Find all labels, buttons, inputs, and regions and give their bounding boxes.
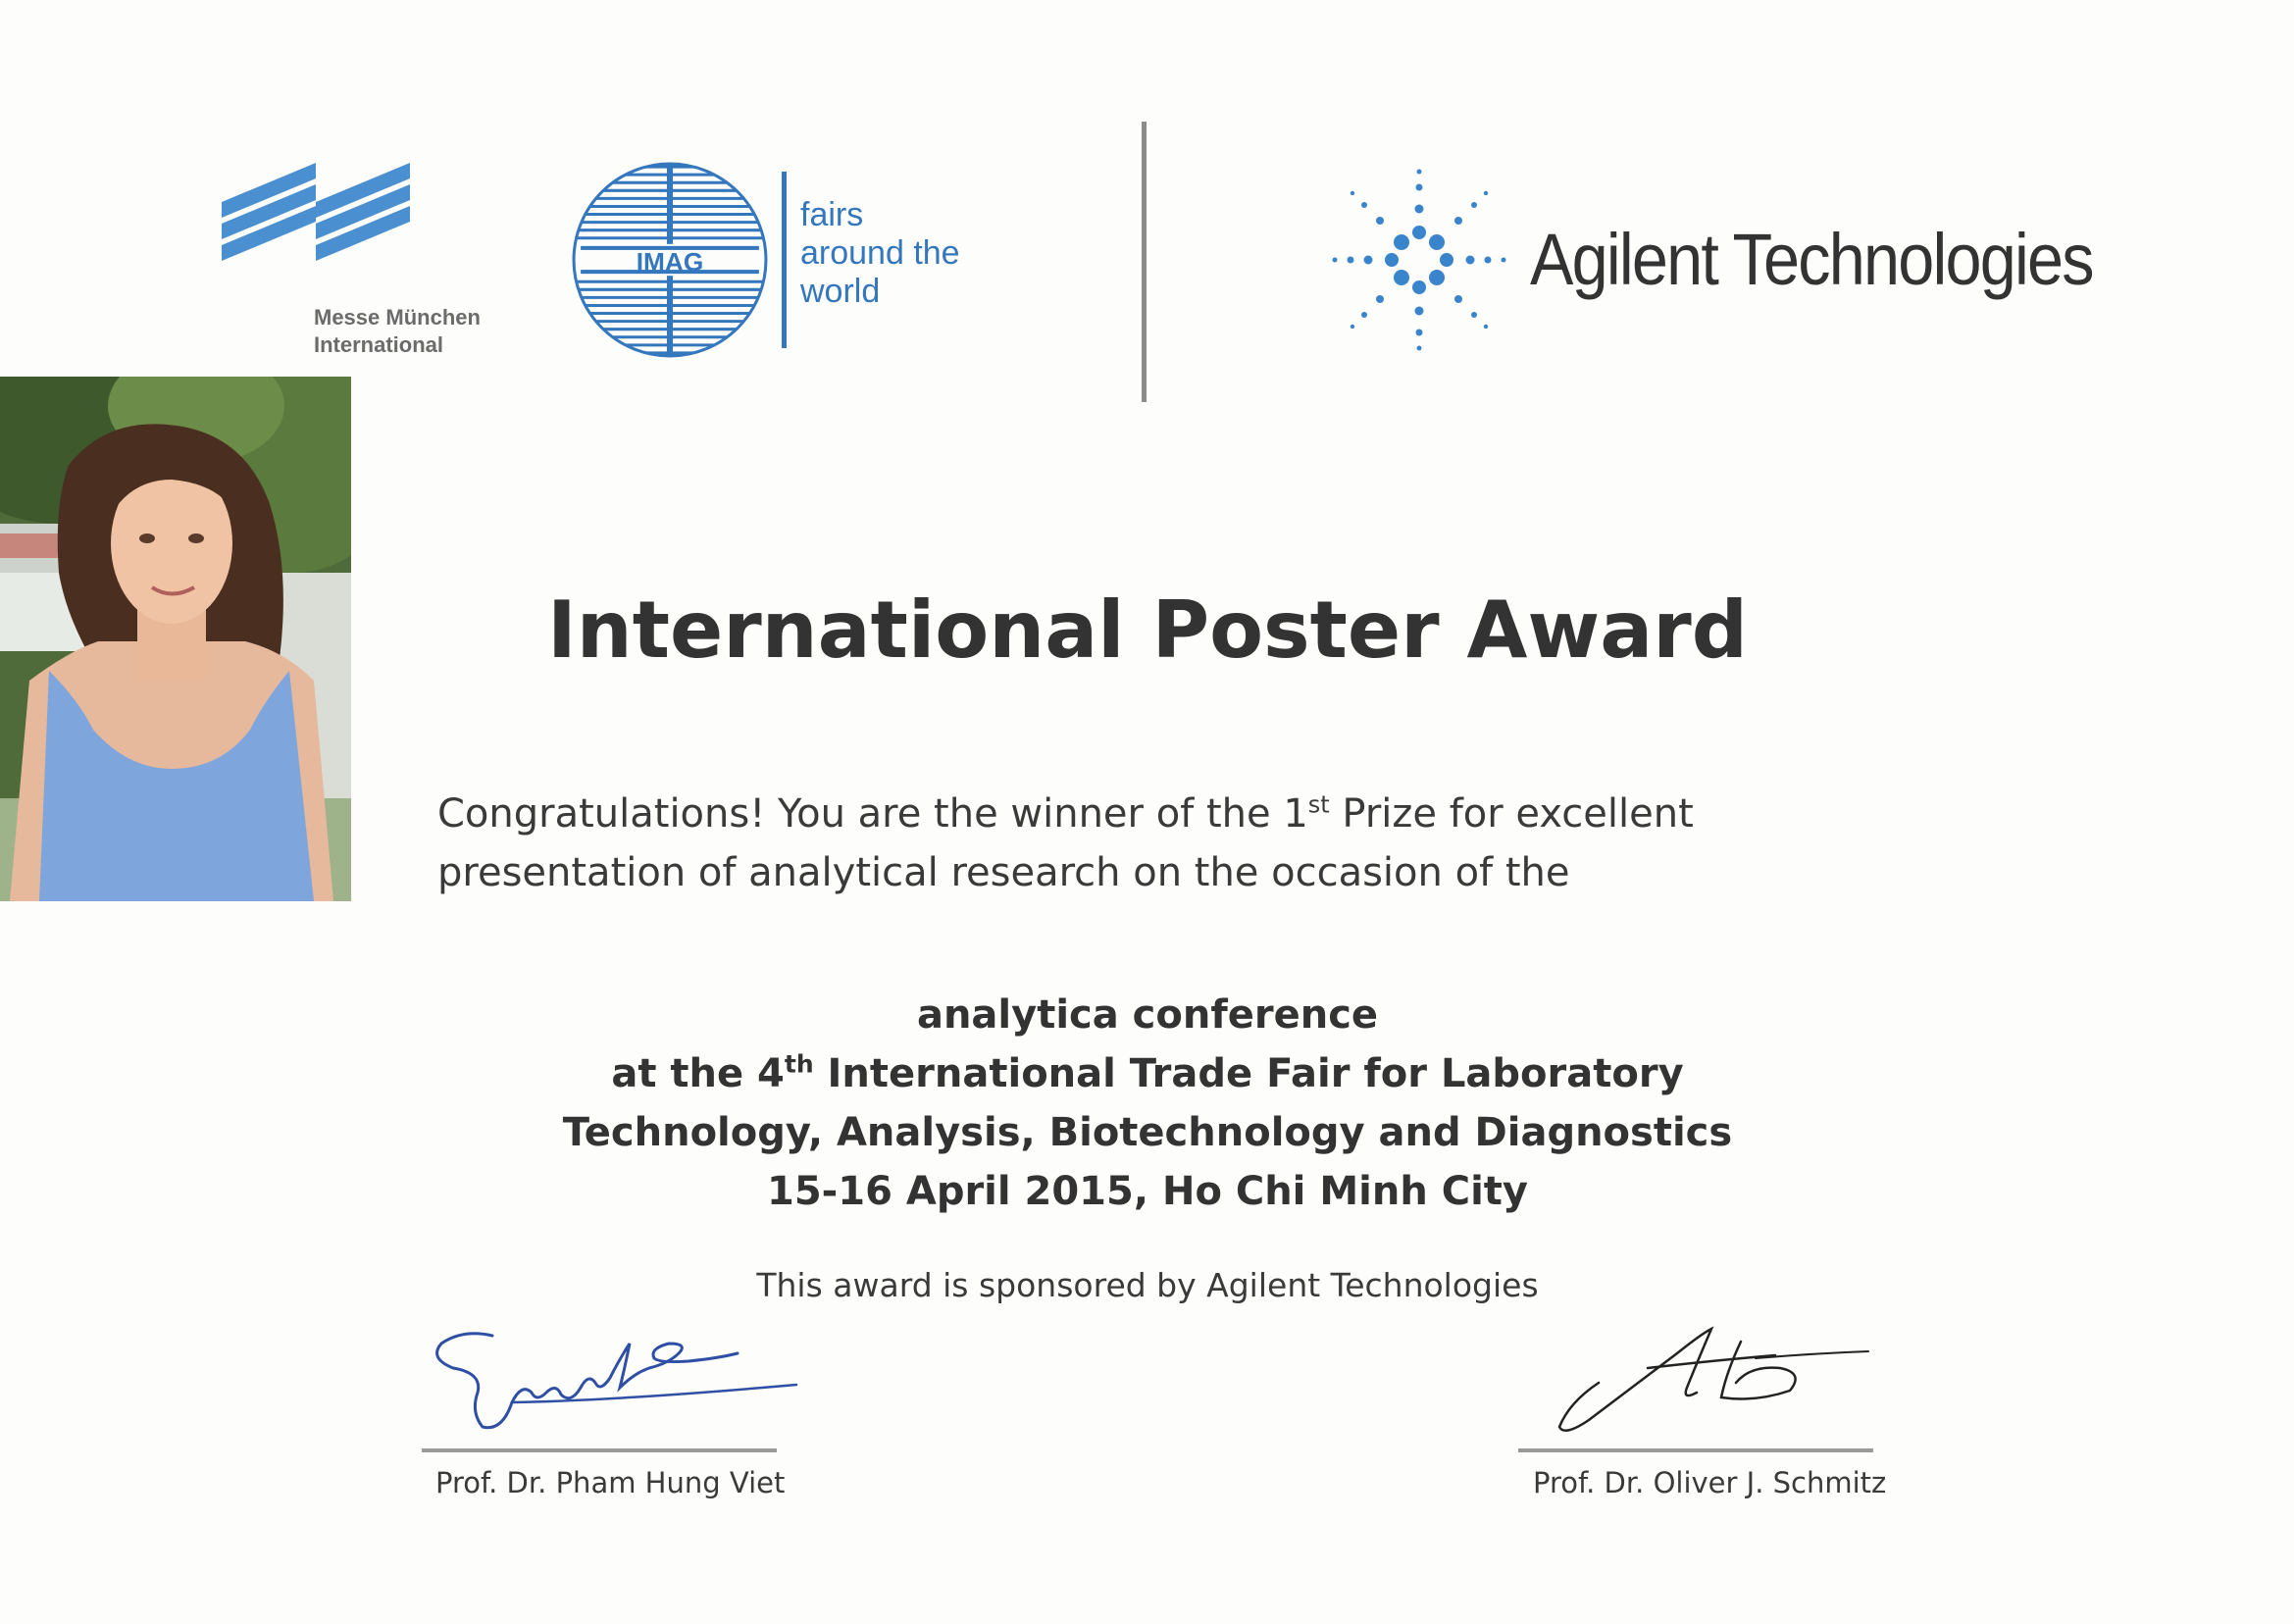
event-line2-b: International Trade Fair for Laboratory: [813, 1051, 1684, 1096]
event-line2-a: at the 4: [611, 1051, 785, 1096]
imag-tagline-line2: around the: [800, 234, 960, 272]
congrats-ordinal: st: [1307, 790, 1330, 819]
congratulations-text: [437, 785, 1810, 902]
logo-divider: [1142, 122, 1147, 402]
imag-tagline: [800, 196, 960, 311]
congrats-part1: Congratulations! You are the winner of the 1: [437, 791, 1308, 837]
agilent-spark-icon: [1326, 167, 1512, 353]
event-line1: analytica conference: [916, 992, 1379, 1038]
imag-divider-bar: [782, 172, 787, 348]
right-signatory-name: Prof. Dr. Oliver J. Schmitz: [1533, 1466, 1887, 1499]
messe-munchen-logo: [222, 163, 410, 290]
messe-logo-line1: Messe München: [314, 305, 481, 330]
messe-logo-text: [314, 304, 481, 359]
left-signature-line: [422, 1448, 777, 1452]
left-signature: [424, 1314, 806, 1432]
event-details: [412, 986, 1883, 1221]
imag-tagline-line1: fairs: [800, 196, 864, 233]
event-line2: [412, 1044, 1883, 1103]
imag-globe-logo: [571, 161, 769, 359]
event-line4: 15-16 April 2015, Ho Chi Minh City: [767, 1169, 1528, 1214]
event-line2-ordinal: th: [784, 1049, 814, 1079]
congrats-line1: [437, 785, 1810, 843]
left-signatory-name: Prof. Dr. Pham Hung Viet: [435, 1466, 786, 1499]
right-signature-line: [1518, 1448, 1873, 1452]
messe-logo-line2: International: [314, 332, 444, 357]
imag-tagline-line3: world: [800, 273, 881, 310]
event-line3: Technology, Analysis, Biotechnology and Diagnostics: [562, 1110, 1733, 1155]
agilent-wordmark: Agilent Technologies: [1530, 219, 2093, 300]
congrats-part2: Prize for excellent: [1329, 791, 1694, 837]
right-signature: [1540, 1314, 1873, 1442]
imag-wordmark: IMAG: [636, 247, 704, 278]
winner-photo: [0, 377, 351, 901]
congrats-line2: presentation of analytical research on the occasion of the: [437, 850, 1570, 895]
award-title: International Poster Award: [547, 584, 1748, 676]
sponsor-text: This award is sponsored by Agilent Technologies: [756, 1266, 1539, 1304]
